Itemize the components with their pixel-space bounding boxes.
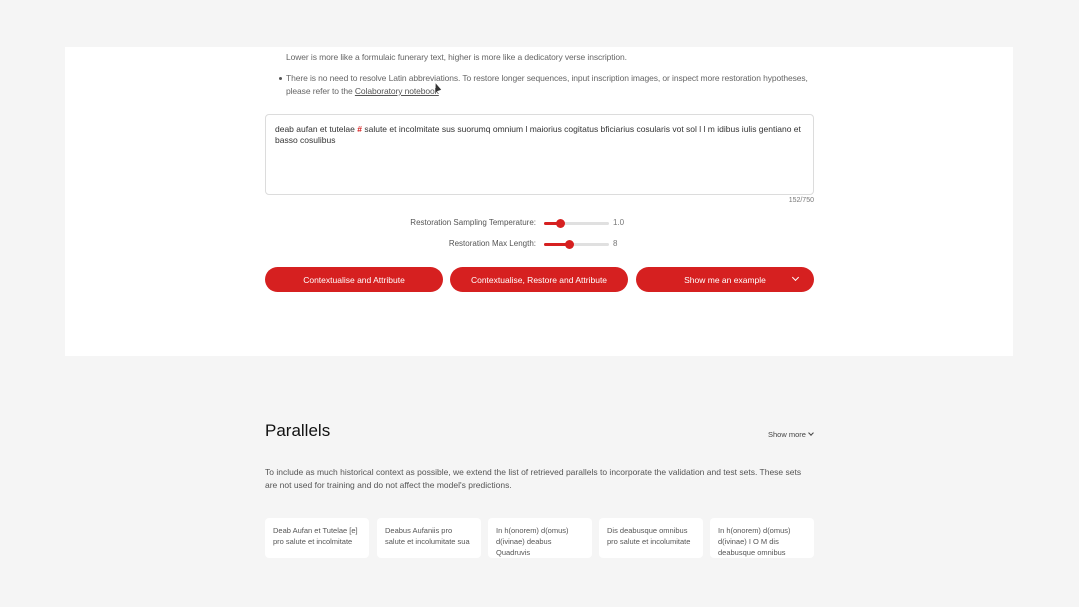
section-title: Parallels [265, 421, 331, 440]
max-length-slider-row [265, 237, 814, 251]
slider-label: Restoration Max Length: [448, 239, 536, 248]
parallel-card[interactable]: Deabus Aufaniis pro salute et incolumitate sua [377, 518, 481, 558]
max-length-slider[interactable] [544, 243, 609, 246]
slider-thumb[interactable] [565, 240, 574, 249]
chevron-down-icon [792, 274, 799, 281]
character-counter: 152/750 [788, 197, 814, 204]
colab-notebook-link[interactable]: Colaboratory notebook [354, 86, 439, 96]
demo-panel [65, 47, 1013, 356]
slider-label: Restoration Sampling Temperature: [410, 218, 536, 227]
note-text: There is no need to resolve Latin abbreviations. To restore longer sequences, input inscription images, or inspect more restoration hypotheses, [286, 73, 808, 83]
input-text-before: deab aufan et tutelae [275, 124, 358, 134]
parallel-card[interactable]: In h(onorem) d(omus) d(ivinae) deabus Quadruvis [488, 518, 592, 558]
slider-thumb[interactable] [556, 219, 565, 228]
show-more-label: Show more [768, 430, 806, 439]
inscription-input[interactable] [265, 114, 814, 195]
input-text-after: salute et incolmitate sus suorumq omnium l maiorius cogitatus bficiarius cosularis vot sol l l m idibus iulis gentiano et basso cosulibus [275, 124, 801, 145]
note-prefix: please refer to the [286, 86, 355, 96]
button-label: Contextualise, Restore and Attribute [470, 274, 608, 285]
temperature-slider[interactable] [544, 222, 609, 225]
contextualise-restore-button[interactable] [450, 267, 628, 292]
parallel-card[interactable]: Deab Aufan et Tutelae [e] pro salute et incolmitate [265, 518, 369, 558]
button-label: Show me an example [684, 274, 766, 285]
parallel-card[interactable]: In h(onorem) d(omus) d(ivinae) I O M dis deabusque omnibus [710, 518, 814, 558]
show-example-button[interactable] [636, 267, 814, 292]
note-text [286, 86, 439, 96]
missing-char-marker: # [357, 124, 362, 134]
button-label: Contextualise and Attribute [303, 274, 405, 285]
temperature-slider-row [265, 216, 814, 230]
slider-value: 8 [613, 239, 618, 248]
show-more-button[interactable] [768, 430, 813, 439]
chevron-down-icon [808, 430, 814, 436]
parallels-list [265, 518, 825, 557]
note-text: Lower is more like a formulaic funerary text, higher is more like a dedicatory verse inscription. [286, 52, 627, 62]
contextualise-button[interactable] [265, 267, 443, 292]
bullet-dot [279, 77, 282, 80]
section-description: To include as much historical context as possible, we extend the list of retrieved parallels to incorporate the validation and test sets. These sets are not used for training and do not affect the model's predictions. [265, 467, 802, 490]
slider-value: 1.0 [613, 218, 625, 227]
parallel-card[interactable]: Dis deabusque omnibus pro salute et incolumitate [599, 518, 703, 558]
